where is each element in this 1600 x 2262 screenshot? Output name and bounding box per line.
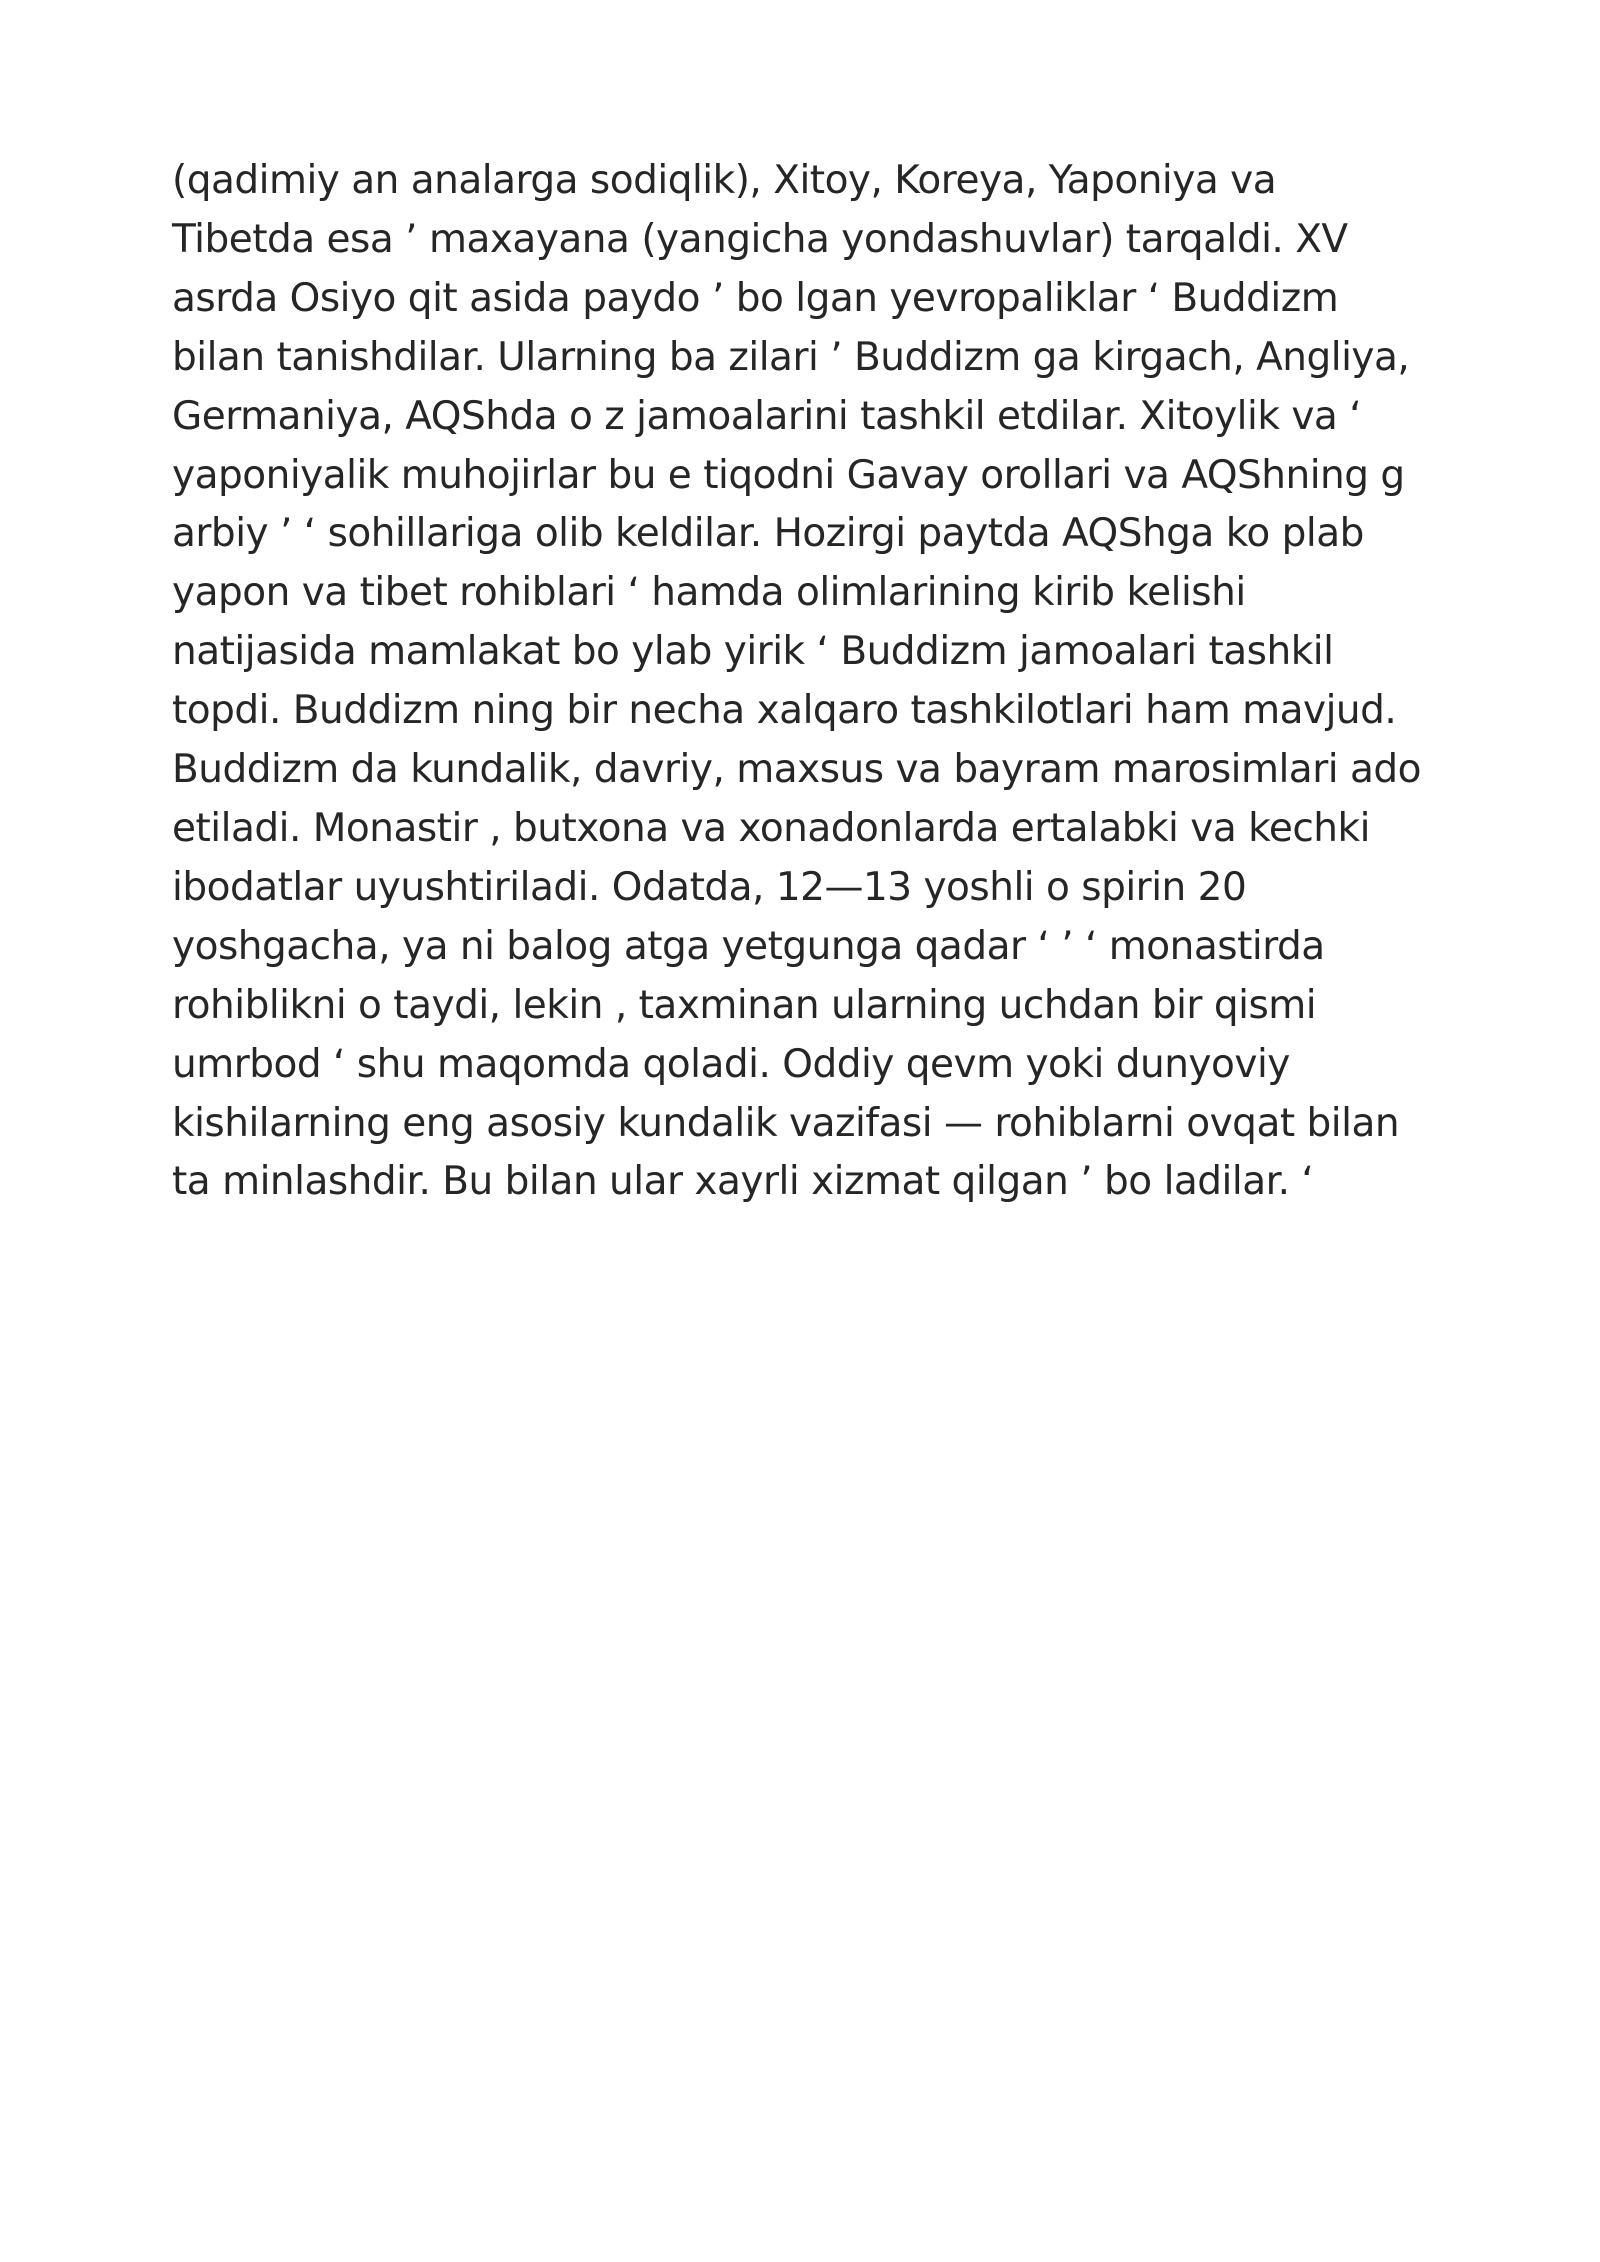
text-line: yaponiyalik muhojirlar bu e tiqodni Gavay orollari va AQShning g [172,452,1405,498]
text-line: yoshgacha, ya ni balog atga yetgunga qadar ‘ ’ ‘ monastirda [172,923,1325,969]
text-line: kishilarning eng asosiy kundalik vazifasi — rohiblarni ovqat bilan [172,1100,1400,1146]
text-line: Tibetda esa ’ maxayana (yangicha yondashuvlar) tarqaldi. XV [172,216,1348,262]
text-line: ibodatlar uyushtiriladi. Odatda, 12—13 yoshli o spirin 20 [172,864,1247,910]
text-line: umrbod ‘ shu maqomda qoladi. Oddiy qevm yoki dunyoviy [172,1041,1290,1087]
text-line: bilan tanishdilar. Ularning ba zilari ’ Buddizm ga kirgach, Angliya, [172,334,1410,380]
text-line: Germaniya, AQShda o z jamoalarini tashkil etdilar. Xitoylik va ‘ [172,393,1362,439]
text-line: (qadimiy an analarga sodiqlik), Xitoy, Koreya, Yaponiya va [172,158,1277,203]
body-paragraph [172,152,1502,1212]
text-line: etiladi. Monastir , butxona va xonadonlarda ertalabki va kechki [172,805,1370,851]
text-line: topdi. Buddizm ning bir necha xalqaro tashkilotlari ham mavjud. [172,688,1397,734]
text-line: yapon va tibet rohiblari ‘ hamda olimlarining kirib kelishi [172,570,1246,616]
text-line: rohiblikni o taydi, lekin , taxminan ularning uchdan bir qismi [172,982,1317,1028]
text-line: Buddizm da kundalik, davriy, maxsus va bayram marosimlari ado [172,747,1421,793]
text-line: natijasida mamlakat bo ylab yirik ‘ Buddizm jamoalari tashkil [172,629,1334,675]
text-line: ta minlashdir. Bu bilan ular xayrli xizmat qilgan ’ bo ladilar. ‘ [172,1159,1314,1205]
text-line: asrda Osiyo qit asida paydo ’ bo lgan yevropaliklar ‘ Buddizm [172,275,1339,321]
text-line: arbiy ’ ‘ sohillariga olib keldilar. Hozirgi paytda AQShga ko plab [172,511,1364,557]
